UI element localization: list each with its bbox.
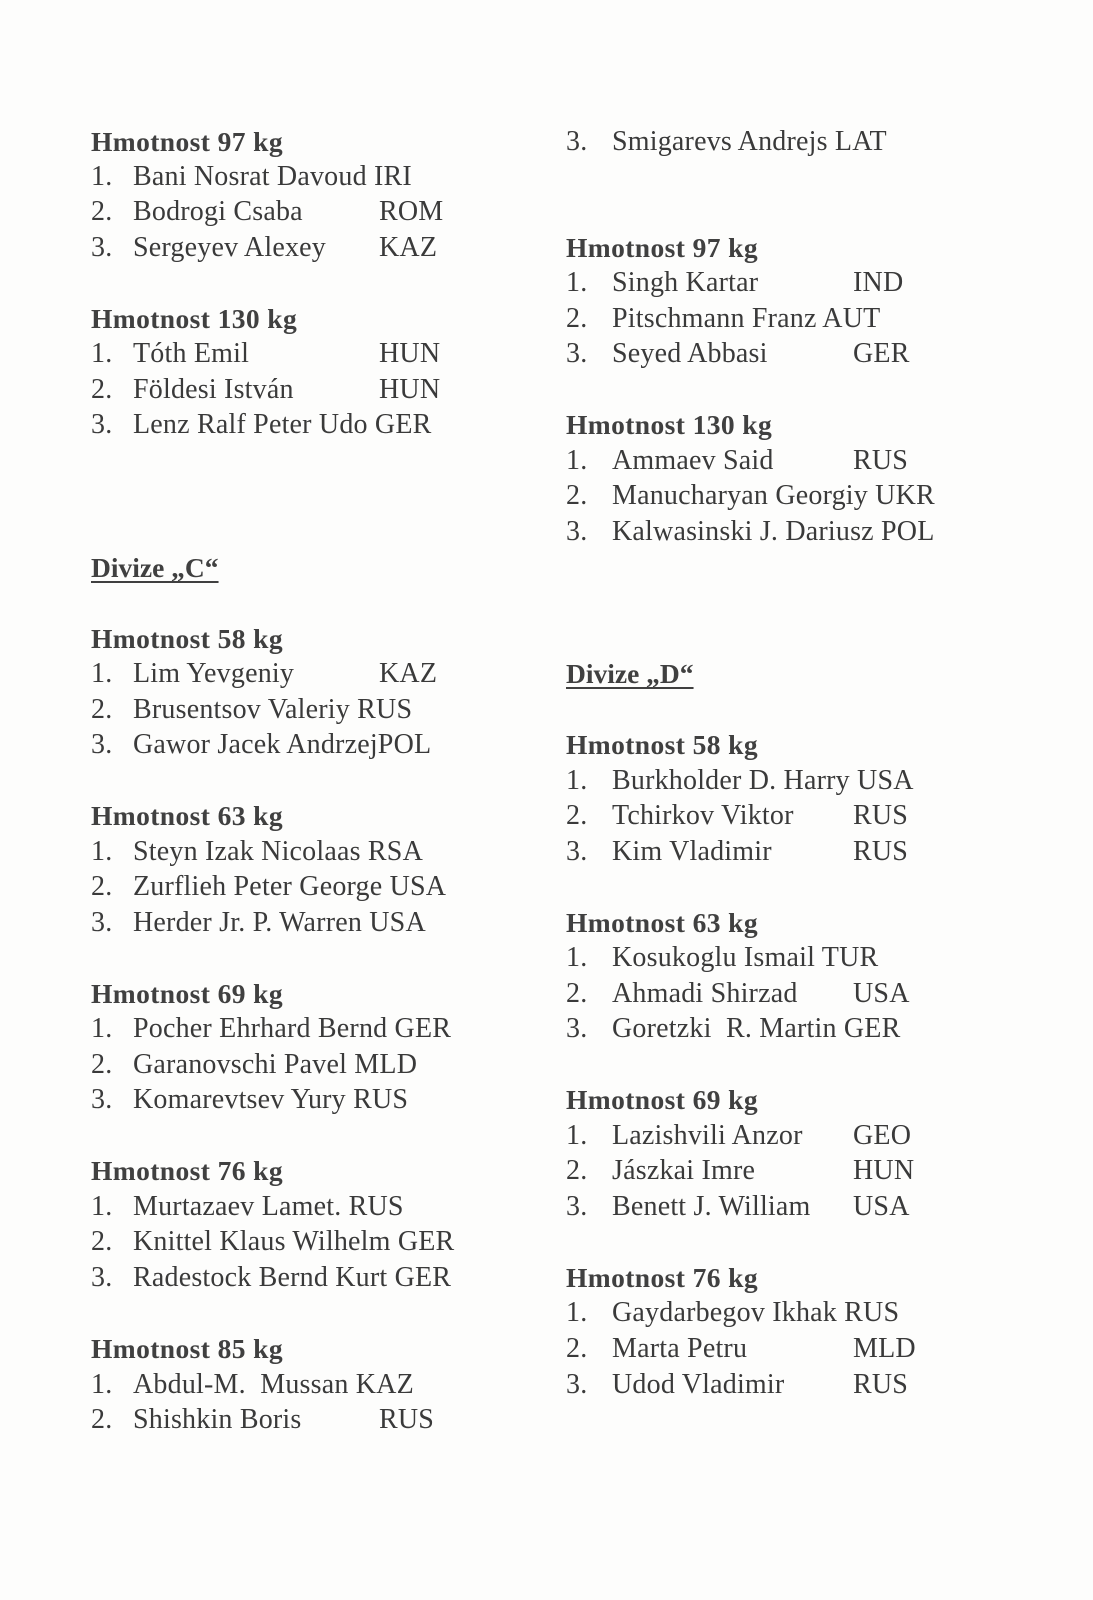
rank: 1. (566, 267, 588, 298)
country-code: USA (853, 978, 910, 1009)
rank: 1. (91, 1369, 113, 1400)
rank: 3. (91, 409, 113, 440)
rank: 2. (91, 196, 113, 227)
rank: 2. (566, 1333, 588, 1364)
athlete-name: Lim Yevgeniy (133, 658, 295, 689)
athlete-name: Tóth Emil (133, 338, 250, 369)
rank: 3. (566, 1369, 588, 1400)
country-code: HUN (853, 1155, 915, 1186)
athlete-name: Bani Nosrat Davoud IRI (133, 161, 412, 192)
rank: 3. (566, 1013, 588, 1044)
country-code: RUS (379, 1404, 435, 1435)
rank: 3. (91, 729, 113, 760)
weight-heading: Hmotnost 76 kg (91, 1155, 284, 1186)
country-code: USA (853, 1191, 910, 1222)
rank: 2. (91, 374, 113, 405)
rank: 3. (566, 1191, 588, 1222)
athlete-name: Lenz Ralf Peter Udo GER (133, 409, 432, 440)
weight-heading: Hmotnost 97 kg (91, 126, 284, 157)
weight-heading: Hmotnost 63 kg (566, 907, 759, 938)
rank: 3. (91, 907, 113, 938)
athlete-name: Shishkin Boris (133, 1404, 302, 1435)
athlete-name: Sergeyev Alexey (133, 232, 326, 263)
athlete-name: Bodrogi Csaba (133, 196, 303, 227)
athlete-name: Ahmadi Shirzad (612, 978, 798, 1009)
athlete-name: Pocher Ehrhard Bernd GER (133, 1013, 452, 1044)
athlete-name: Garanovschi Pavel MLD (133, 1049, 418, 1080)
weight-heading: Hmotnost 63 kg (91, 800, 284, 831)
athlete-name: Steyn Izak Nicolaas RSA (133, 836, 423, 867)
athlete-name: Tchirkov Viktor (612, 800, 794, 831)
athlete-name: Herder Jr. P. Warren USA (133, 907, 426, 938)
rank: 1. (91, 836, 113, 867)
athlete-name: Manucharyan Georgiy UKR (612, 480, 935, 511)
rank: 3. (566, 836, 588, 867)
rank: 3. (91, 1262, 113, 1293)
rank: 1. (566, 445, 588, 476)
athlete-name: Zurflieh Peter George USA (133, 871, 447, 902)
athlete-name: Jászkai Imre (612, 1155, 756, 1186)
country-code: RUS (853, 445, 909, 476)
rank: 1. (91, 161, 113, 192)
country-code: GEO (853, 1120, 912, 1151)
athlete-name: Kosukoglu Ismail TUR (612, 942, 879, 973)
rank: 2. (91, 1404, 113, 1435)
country-code: KAZ (379, 232, 438, 263)
country-code: RUS (853, 836, 909, 867)
rank: 1. (91, 1013, 113, 1044)
rank: 3. (91, 1084, 113, 1115)
weight-heading: Hmotnost 58 kg (91, 623, 284, 654)
athlete-name: Lazishvili Anzor (612, 1120, 803, 1151)
weight-heading: Hmotnost 130 kg (566, 409, 773, 440)
country-code: GER (853, 338, 910, 369)
rank: 3. (566, 126, 588, 157)
country-code: HUN (379, 374, 441, 405)
division-heading-c: Divize „C“ (91, 552, 219, 583)
rank: 1. (91, 338, 113, 369)
country-code: IND (853, 267, 904, 298)
athlete-name: Gawor Jacek AndrzejPOL (133, 729, 432, 760)
athlete-name: Radestock Bernd Kurt GER (133, 1262, 452, 1293)
athlete-name: Burkholder D. Harry USA (612, 765, 914, 796)
rank: 1. (566, 1120, 588, 1151)
weight-heading: Hmotnost 58 kg (566, 729, 759, 760)
rank: 2. (91, 694, 113, 725)
division-heading-d: Divize „D“ (566, 658, 694, 689)
athlete-name: Murtazaev Lamet. RUS (133, 1191, 404, 1222)
athlete-name: Marta Petru (612, 1333, 748, 1364)
rank: 1. (91, 658, 113, 689)
weight-heading: Hmotnost 69 kg (91, 978, 284, 1009)
athlete-name: Benett J. William (612, 1191, 811, 1222)
rank: 2. (566, 800, 588, 831)
rank: 1. (566, 765, 588, 796)
country-code: MLD (853, 1333, 916, 1364)
rank: 3. (566, 516, 588, 547)
weight-heading: Hmotnost 85 kg (91, 1333, 284, 1364)
rank: 3. (91, 232, 113, 263)
weight-heading: Hmotnost 130 kg (91, 303, 298, 334)
rank: 1. (566, 942, 588, 973)
athlete-name: Abdul-M. Mussan KAZ (133, 1369, 414, 1400)
athlete-name: Komarevtsev Yury RUS (133, 1084, 409, 1115)
rank: 2. (91, 1226, 113, 1257)
country-code: ROM (379, 196, 444, 227)
rank: 2. (566, 480, 588, 511)
athlete-name: Seyed Abbasi (612, 338, 768, 369)
country-code: KAZ (379, 658, 438, 689)
weight-heading: Hmotnost 97 kg (566, 232, 759, 263)
rank: 2. (566, 978, 588, 1009)
rank: 2. (91, 871, 113, 902)
weight-heading: Hmotnost 69 kg (566, 1084, 759, 1115)
rank: 2. (566, 303, 588, 334)
rank: 3. (566, 338, 588, 369)
athlete-name: Goretzki R. Martin GER (612, 1013, 901, 1044)
rank: 2. (566, 1155, 588, 1186)
rank: 1. (91, 1191, 113, 1222)
country-code: RUS (853, 1369, 909, 1400)
country-code: RUS (853, 800, 909, 831)
country-code: HUN (379, 338, 441, 369)
athlete-name: Knittel Klaus Wilhelm GER (133, 1226, 455, 1257)
athlete-name: Ammaev Said (612, 445, 774, 476)
athlete-name: Kim Vladimir (612, 836, 772, 867)
athlete-name: Brusentsov Valeriy RUS (133, 694, 413, 725)
athlete-name: Udod Vladimir (612, 1369, 785, 1400)
rank: 2. (91, 1049, 113, 1080)
athlete-name: Pitschmann Franz AUT (612, 303, 881, 334)
weight-heading: Hmotnost 76 kg (566, 1262, 759, 1293)
athlete-name: Gaydarbegov Ikhak RUS (612, 1297, 900, 1328)
athlete-name: Kalwasinski J. Dariusz POL (612, 516, 935, 547)
athlete-name: Smigarevs Andrejs LAT (612, 126, 887, 157)
athlete-name: Singh Kartar (612, 267, 759, 298)
athlete-name: Földesi István (133, 374, 294, 405)
rank: 1. (566, 1297, 588, 1328)
